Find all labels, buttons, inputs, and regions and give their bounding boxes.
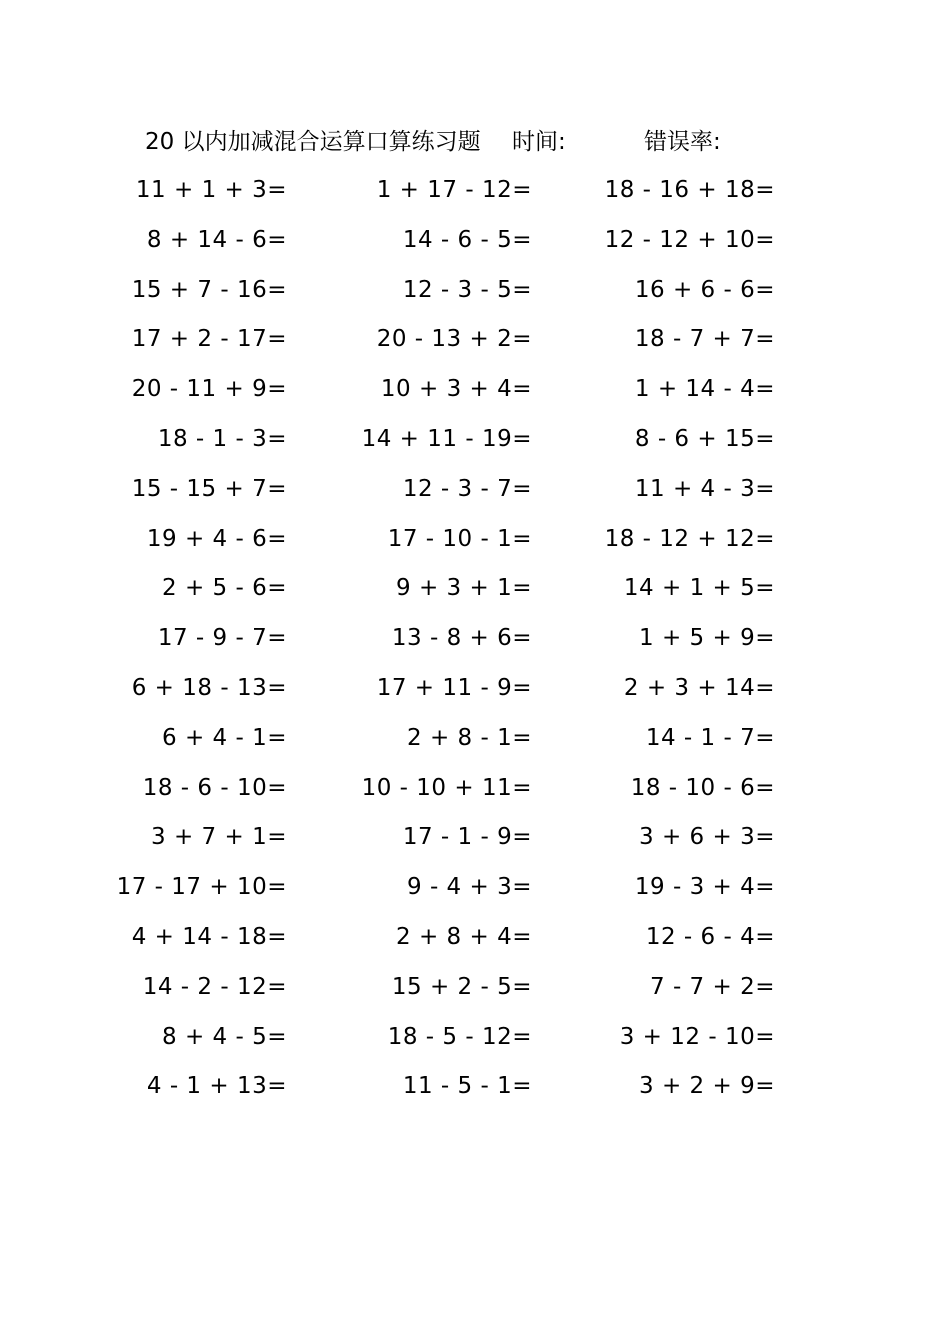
problem-item: 19 + 4 - 6= xyxy=(146,525,287,552)
problem-item: 9 - 4 + 3= xyxy=(407,874,532,901)
problem-item: 2 + 8 - 1= xyxy=(407,724,532,751)
problem-item: 2 + 5 - 6= xyxy=(162,575,287,602)
problem-row xyxy=(0,618,950,668)
problem-item: 18 - 6 - 10= xyxy=(142,774,287,801)
problem-item: 3 + 12 - 10= xyxy=(619,1023,775,1050)
problem-item: 1 + 17 - 12= xyxy=(376,177,532,203)
problem-item: 3 + 7 + 1= xyxy=(151,824,287,851)
problem-item: 20 - 11 + 9= xyxy=(131,376,287,403)
problem-item: 10 + 3 + 4= xyxy=(380,376,532,403)
problem-row xyxy=(0,419,950,469)
problem-item: 2 + 3 + 14= xyxy=(623,674,775,701)
problem-item: 16 + 6 - 6= xyxy=(634,276,775,303)
problem-item: 15 - 15 + 7= xyxy=(131,475,287,502)
problem-item: 1 + 5 + 9= xyxy=(639,625,775,652)
problem-item: 8 + 14 - 6= xyxy=(146,226,287,253)
problem-item: 20 - 13 + 2= xyxy=(376,326,532,353)
problem-item: 13 - 8 + 6= xyxy=(391,625,532,652)
problem-row xyxy=(0,170,950,220)
problem-row xyxy=(0,270,950,320)
worksheet-title: 20 以内加减混合运算口算练习题 xyxy=(145,129,481,155)
problem-row xyxy=(0,568,950,618)
problem-item: 9 + 3 + 1= xyxy=(396,575,532,602)
problem-row xyxy=(0,867,950,917)
problem-row xyxy=(0,369,950,419)
problem-grid xyxy=(0,170,950,1116)
problem-item: 14 - 2 - 12= xyxy=(142,973,287,1000)
problem-item: 12 - 6 - 4= xyxy=(645,923,775,950)
problem-item: 6 + 18 - 13= xyxy=(131,674,287,701)
problem-row xyxy=(0,220,950,270)
problem-row xyxy=(0,1017,950,1067)
problem-item: 11 - 5 - 1= xyxy=(402,1073,532,1100)
problem-row xyxy=(0,1066,950,1116)
problem-item: 14 + 1 + 5= xyxy=(623,575,775,602)
problem-row xyxy=(0,319,950,369)
problem-item: 14 - 6 - 5= xyxy=(402,226,532,253)
problem-item: 18 - 16 + 18= xyxy=(604,177,775,203)
problem-item: 3 + 2 + 9= xyxy=(639,1073,775,1100)
problem-row xyxy=(0,768,950,818)
problem-item: 3 + 6 + 3= xyxy=(639,824,775,851)
problem-item: 18 - 1 - 3= xyxy=(157,425,287,452)
problem-item: 15 + 2 - 5= xyxy=(391,973,532,1000)
problem-item: 17 - 1 - 9= xyxy=(402,824,532,851)
time-label: 时间: xyxy=(512,129,566,155)
problem-item: 14 + 11 - 19= xyxy=(361,425,532,452)
problem-item: 15 + 7 - 16= xyxy=(131,276,287,303)
problem-item: 2 + 8 + 4= xyxy=(396,923,532,950)
problem-item: 18 - 12 + 12= xyxy=(604,525,775,552)
problem-item: 4 - 1 + 13= xyxy=(146,1073,287,1100)
problem-item: 17 + 11 - 9= xyxy=(376,674,532,701)
problem-item: 11 + 1 + 3= xyxy=(135,177,287,203)
problem-item: 11 + 4 - 3= xyxy=(634,475,775,502)
problem-item: 17 - 9 - 7= xyxy=(157,625,287,652)
problem-row xyxy=(0,469,950,519)
worksheet-header xyxy=(0,124,950,160)
problem-item: 14 - 1 - 7= xyxy=(645,724,775,751)
problem-item: 18 - 10 - 6= xyxy=(630,774,775,801)
problem-row xyxy=(0,668,950,718)
problem-row xyxy=(0,519,950,569)
problem-item: 17 - 10 - 1= xyxy=(387,525,532,552)
problem-item: 18 - 7 + 7= xyxy=(634,326,775,353)
problem-item: 12 - 3 - 7= xyxy=(402,475,532,502)
problem-item: 6 + 4 - 1= xyxy=(162,724,287,751)
problem-item: 17 + 2 - 17= xyxy=(131,326,287,353)
problem-item: 8 + 4 - 5= xyxy=(162,1023,287,1050)
problem-item: 4 + 14 - 18= xyxy=(131,923,287,950)
problem-row xyxy=(0,967,950,1017)
problem-item: 12 - 12 + 10= xyxy=(604,226,775,253)
problem-item: 12 - 3 - 5= xyxy=(402,276,532,303)
problem-item: 8 - 6 + 15= xyxy=(634,425,775,452)
problem-item: 17 - 17 + 10= xyxy=(116,874,287,901)
problem-item: 18 - 5 - 12= xyxy=(387,1023,532,1050)
problem-item: 10 - 10 + 11= xyxy=(361,774,532,801)
problem-row xyxy=(0,917,950,967)
problem-item: 1 + 14 - 4= xyxy=(634,376,775,403)
problem-item: 19 - 3 + 4= xyxy=(634,874,775,901)
error-rate-label: 错误率: xyxy=(644,129,721,155)
problem-item: 7 - 7 + 2= xyxy=(650,973,775,1000)
problem-row xyxy=(0,718,950,768)
problem-row xyxy=(0,817,950,867)
